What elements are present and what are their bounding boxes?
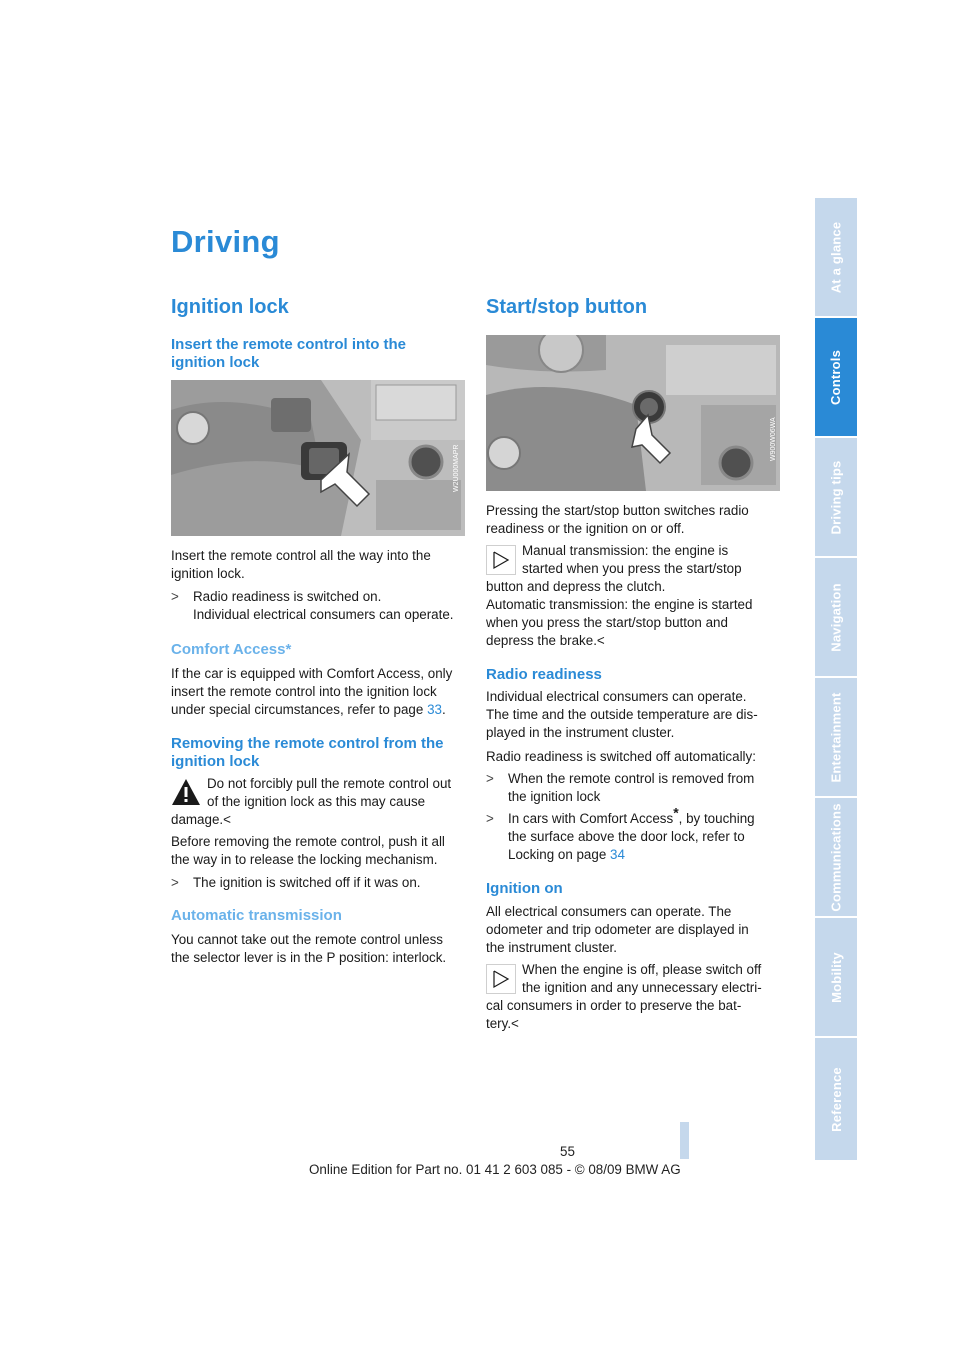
bullet-ignition-switched-off: > The ignition is switched off if it was on.	[171, 875, 421, 890]
pressing-paragraph: Pressing the start/stop button switches radio readiness or the ignition on or off.	[486, 503, 749, 536]
image-code: W900W06WA	[770, 417, 777, 461]
bullet-radio-readiness: > Radio readiness is switched on. Individual electrical consumers can operate.	[171, 589, 454, 622]
tab-at-a-glance[interactable]: At a glance	[815, 198, 857, 316]
radio-paragraph: Individual electrical consumers can operate. The time and the outside temperature are dis- played in the instrument cluster. Radio readiness is switched off automatically:	[486, 689, 758, 764]
heading-radio-readiness: Radio readiness	[486, 666, 602, 683]
tab-controls[interactable]: Controls	[815, 318, 857, 436]
footer-edition: Online Edition for Part no. 01 41 2 603 085 - © 08/09 BMW AG	[309, 1162, 681, 1177]
tab-communications[interactable]: Communications	[815, 798, 857, 916]
bullet-mark: >	[171, 589, 179, 604]
page-number: 55	[560, 1144, 575, 1159]
tab-entertainment[interactable]: Entertainment	[815, 678, 857, 796]
before-removing-paragraph: Before removing the remote control, push it all the way in to release the locking mechanism.	[171, 834, 445, 867]
page-title: Driving	[171, 224, 280, 259]
ignition-lock-illustration	[171, 380, 465, 536]
heading-automatic-transmission: Automatic transmission	[171, 907, 342, 924]
insert-paragraph: Insert the remote control all the way into the ignition lock.	[171, 548, 431, 581]
bullet-mark: >	[486, 811, 494, 826]
bullet-comfort-access-touch: > In cars with Comfort Access*, by touching the surface above the door lock, refer to Locking on page 34	[486, 804, 755, 862]
engine-off-note: When the engine is off, please switch off the ignition and any unnecessary electri- cal consumers in order to preserve the bat- tery.<	[486, 962, 762, 1031]
heading-comfort-access: Comfort Access*	[171, 641, 292, 658]
chapter-tabs	[815, 198, 857, 1160]
start-stop-photo	[486, 335, 780, 491]
ignition-lock-photo	[171, 380, 465, 536]
bullet-mark: >	[486, 771, 494, 786]
heading-ignition-on: Ignition on	[486, 880, 563, 897]
section-title-ignition-lock: Ignition lock	[171, 296, 289, 318]
page-link-33[interactable]: 33	[427, 702, 442, 717]
section-title-start-stop: Start/stop button	[486, 296, 648, 318]
start-stop-illustration	[486, 335, 780, 491]
comfort-paragraph: If the car is equipped with Comfort Access, only insert the remote control into the ignition lock under special circumstances, refer to page 33.	[171, 666, 453, 717]
image-code: W2U000MAPR	[453, 444, 460, 492]
tab-driving-tips[interactable]: Driving tips	[815, 438, 857, 556]
bullet-mark: >	[171, 875, 179, 890]
tab-mobility[interactable]: Mobility	[815, 918, 857, 1036]
heading-removing-remote: Removing the remote control from the ignition lock	[171, 735, 444, 770]
ignition-on-paragraph: All electrical consumers can operate. The odometer and trip odometer are displayed in the instrument cluster.	[486, 904, 749, 955]
warning-note: Do not forcibly pull the remote control out of the ignition lock as this may cause damage.<	[171, 776, 452, 827]
bullet-remote-removed: > When the remote control is removed from the ignition lock	[486, 771, 755, 804]
optional-equipment-star: *	[673, 804, 679, 821]
heading-insert-remote: Insert the remote control into the ignition lock	[171, 336, 407, 371]
tab-navigation[interactable]: Navigation	[815, 558, 857, 676]
transmission-note: Manual transmission: the engine is started when you press the start/stop button and depress the clutch. Automatic transmission: the engine is started when you press the start/stop button and depress the brake.<	[486, 543, 753, 648]
footer-bar	[680, 1122, 689, 1159]
page-link-34[interactable]: 34	[610, 847, 625, 862]
tab-reference[interactable]: Reference	[815, 1038, 857, 1160]
automatic-paragraph: You cannot take out the remote control unless the selector lever is in the P position: interlock.	[171, 932, 447, 965]
